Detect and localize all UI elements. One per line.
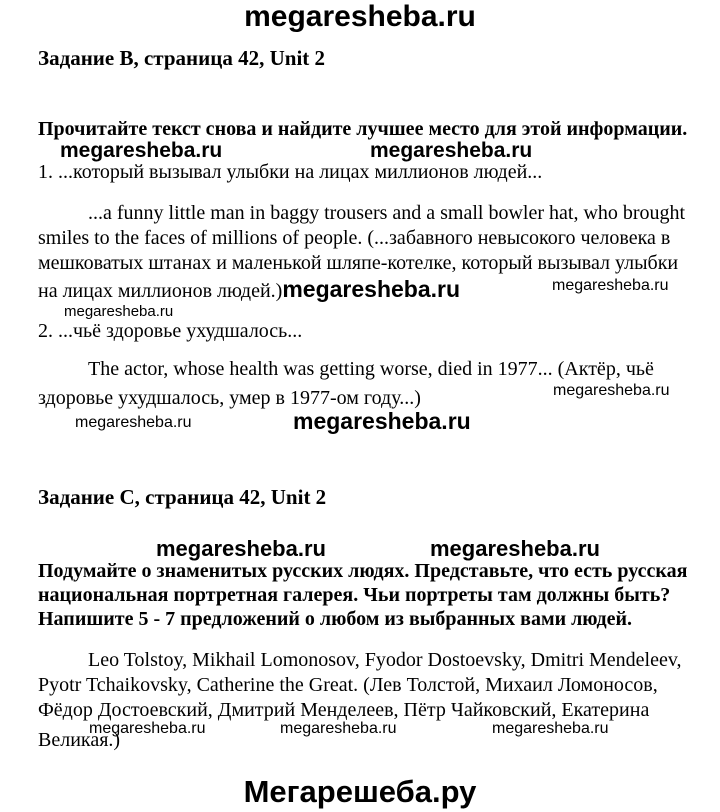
watermark-small: megaresheba.ru bbox=[75, 414, 192, 431]
answer-line: smiles to the faces of millions of people. (...забавного невысокого человека в bbox=[38, 227, 671, 249]
task-c-instruction-line: Подумайте о знаменитых русских людях. Представьте, что есть русская bbox=[38, 560, 688, 582]
task-b-item-2: 2. ...чьё здоровье ухудшалось... bbox=[38, 320, 303, 342]
answer-line: Leo Tolstoy, Mikhail Lomonosov, Fyodor Dostoevsky, Dmitri Mendeleev, bbox=[88, 649, 682, 671]
answer-line: Великая.) bbox=[38, 729, 121, 751]
answer-line-text: на лицах миллионов людей.) bbox=[38, 280, 283, 302]
answer-line: The actor, whose health was getting worse, died in 1977... (Актёр, чьё bbox=[88, 358, 654, 380]
site-header-watermark: megaresheba.ru bbox=[244, 0, 476, 33]
task-b-heading: Задание B, страница 42, Unit 2 bbox=[38, 46, 326, 70]
task-c-instruction-line: национальная портретная галерея. Чьи портреты там должны быть? bbox=[38, 584, 671, 606]
watermark-small: megaresheba.ru bbox=[492, 720, 609, 737]
watermark-small: megaresheba.ru bbox=[552, 277, 669, 294]
answer-line: мешковатых штанах и маленькой шляпе-котелке, который вызывал улыбки bbox=[38, 252, 679, 274]
task-b-item-1: 1. ...который вызывал улыбки на лицах миллионов людей... bbox=[38, 161, 543, 183]
watermark-small: megaresheba.ru bbox=[280, 720, 397, 737]
watermark-bold: megaresheba.ru bbox=[293, 408, 471, 434]
task-c-instruction-line: Напишите 5 - 7 предложений о любом из выбранных вами людей. bbox=[38, 608, 632, 630]
answer-line: здоровье ухудшалось, умер в 1977-ом году...) bbox=[38, 387, 421, 409]
watermark-bold: megaresheba.ru bbox=[430, 536, 600, 561]
watermark-bold: megaresheba.ru bbox=[370, 139, 533, 162]
watermark-bold: megaresheba.ru bbox=[60, 139, 223, 162]
watermark-small: megaresheba.ru bbox=[64, 303, 174, 320]
answer-line bbox=[38, 276, 460, 303]
task-c-heading: Задание C, страница 42, Unit 2 bbox=[38, 485, 327, 509]
answer-line: Pyotr Tchaikovsky, Catherine the Great. (Лев Толстой, Михаил Ломоносов, bbox=[38, 674, 658, 696]
watermark-bold: megaresheba.ru bbox=[156, 536, 326, 561]
watermark-bold-inline: megaresheba.ru bbox=[282, 276, 461, 302]
site-footer-watermark: Мегарешеба.ру bbox=[243, 774, 477, 809]
answer-line: Фёдор Достоевский, Дмитрий Менделеев, Пётр Чайковский, Екатерина bbox=[38, 699, 650, 721]
watermark-small: megaresheba.ru bbox=[89, 720, 206, 737]
answer-line: ...a funny little man in baggy trousers and a small bowler hat, who brought bbox=[88, 202, 686, 224]
watermark-small: megaresheba.ru bbox=[553, 382, 670, 399]
task-b-instruction: Прочитайте текст снова и найдите лучшее место для этой информации. bbox=[38, 118, 688, 140]
